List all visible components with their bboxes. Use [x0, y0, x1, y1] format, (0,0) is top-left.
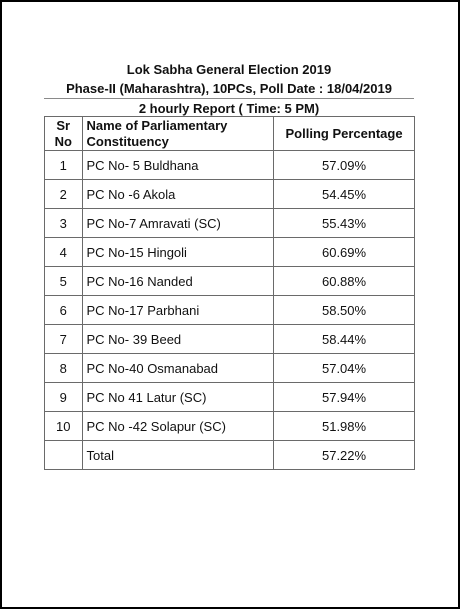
- row-constituency: PC No -42 Solapur (SC): [82, 412, 274, 441]
- report-header: [44, 60, 414, 118]
- row-sr-no: 5: [45, 267, 83, 296]
- table-row: [45, 412, 415, 441]
- table-row: [45, 354, 415, 383]
- header-sr-no: Sr No: [45, 117, 83, 151]
- row-polling-percentage: 57.09%: [274, 151, 415, 180]
- total-label: Total: [82, 441, 274, 470]
- row-sr-no: 8: [45, 354, 83, 383]
- row-constituency: PC No 41 Latur (SC): [82, 383, 274, 412]
- row-constituency: PC No-40 Osmanabad: [82, 354, 274, 383]
- table-row: [45, 383, 415, 412]
- table-row: [45, 267, 415, 296]
- row-constituency: PC No- 5 Buldhana: [82, 151, 274, 180]
- total-sr-no: [45, 441, 83, 470]
- row-sr-no: 7: [45, 325, 83, 354]
- row-polling-percentage: 60.69%: [274, 238, 415, 267]
- table-row: [45, 209, 415, 238]
- row-sr-no: 3: [45, 209, 83, 238]
- table-row: [45, 180, 415, 209]
- row-polling-percentage: 57.94%: [274, 383, 415, 412]
- row-sr-no: 2: [45, 180, 83, 209]
- table-row: [45, 238, 415, 267]
- row-sr-no: 9: [45, 383, 83, 412]
- row-polling-percentage: 57.04%: [274, 354, 415, 383]
- row-polling-percentage: 58.50%: [274, 296, 415, 325]
- row-polling-percentage: 60.88%: [274, 267, 415, 296]
- row-constituency: PC No-15 Hingoli: [82, 238, 274, 267]
- report-time: 2 hourly Report ( Time: 5 PM): [138, 101, 320, 116]
- row-sr-no: 4: [45, 238, 83, 267]
- header-constituency: Name of Parliamentary Constituency: [82, 117, 274, 151]
- total-polling-percentage: 57.22%: [274, 441, 415, 470]
- row-constituency: PC No-7 Amravati (SC): [82, 209, 274, 238]
- row-constituency: PC No -6 Akola: [82, 180, 274, 209]
- row-constituency: PC No-16 Nanded: [82, 267, 274, 296]
- row-constituency: PC No- 39 Beed: [82, 325, 274, 354]
- row-polling-percentage: 54.45%: [274, 180, 415, 209]
- report-subtitle: Phase-II (Maharashtra), 10PCs, Poll Date : 18/04/2019: [44, 79, 414, 99]
- total-row: [45, 441, 415, 470]
- table-header-row: [45, 117, 415, 151]
- table-row: [45, 325, 415, 354]
- row-constituency: PC No-17 Parbhani: [82, 296, 274, 325]
- polling-table: [44, 116, 415, 470]
- report-title: Lok Sabha General Election 2019: [126, 62, 332, 77]
- header-polling-percentage: Polling Percentage: [274, 117, 415, 151]
- row-polling-percentage: 55.43%: [274, 209, 415, 238]
- row-polling-percentage: 51.98%: [274, 412, 415, 441]
- row-sr-no: 1: [45, 151, 83, 180]
- table-row: [45, 296, 415, 325]
- table-row: [45, 151, 415, 180]
- row-polling-percentage: 58.44%: [274, 325, 415, 354]
- row-sr-no: 6: [45, 296, 83, 325]
- row-sr-no: 10: [45, 412, 83, 441]
